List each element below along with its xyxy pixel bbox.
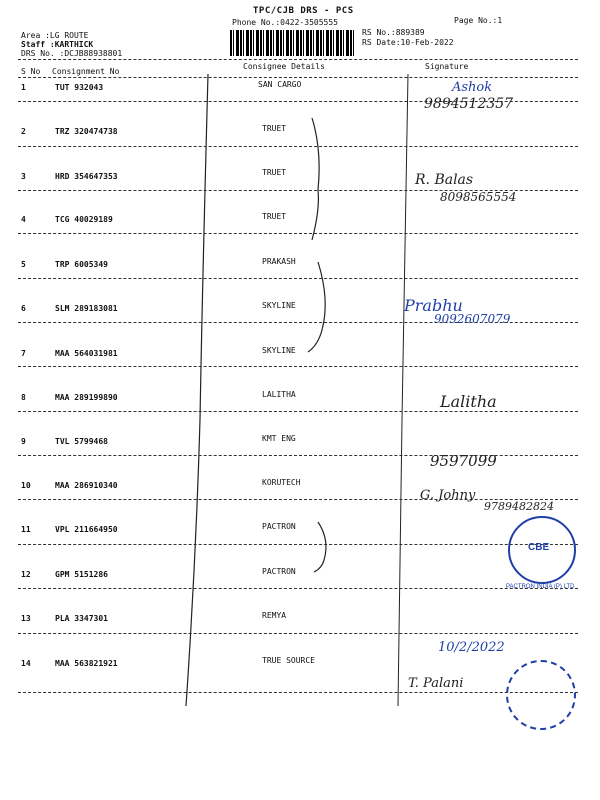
row-sno: 7 bbox=[21, 349, 26, 358]
row-consignment: VPL 211664950 bbox=[55, 525, 118, 534]
seal-stamp bbox=[506, 660, 576, 730]
row-consignee: PACTRON bbox=[262, 567, 296, 576]
row-consignment: SLM 289183081 bbox=[55, 304, 118, 313]
row-sno: 8 bbox=[21, 393, 26, 402]
row-consignment: PLA 3347301 bbox=[55, 614, 108, 623]
signature-3: R. Balas bbox=[415, 172, 474, 188]
row-consignment: MAA 289199890 bbox=[55, 393, 118, 402]
signature-13: 10/2/2022 bbox=[438, 640, 505, 655]
signature-8: Lalitha bbox=[440, 392, 497, 411]
row-consignment: TVL 5799468 bbox=[55, 437, 108, 446]
phone-number: Phone No.:0422-3505555 bbox=[232, 18, 338, 27]
col-consignment: Consignment No bbox=[52, 67, 120, 76]
row-consignee: TRUET bbox=[262, 168, 287, 177]
row-consignment: TRP 6005349 bbox=[55, 260, 108, 269]
row-consignee: PACTRON bbox=[262, 522, 296, 531]
row-sno: 9 bbox=[21, 437, 26, 446]
row-consignment: TCG 40029189 bbox=[55, 215, 113, 224]
document-title: TPC/CJB DRS - PCS bbox=[253, 6, 354, 16]
row-consignee: SKYLINE bbox=[262, 346, 296, 355]
row-sno: 3 bbox=[21, 172, 26, 181]
row-consignee: KMT ENG bbox=[262, 434, 296, 443]
rs-date: RS Date:10-Feb-2022 bbox=[362, 38, 454, 47]
staff: Staff :KARTHICK bbox=[21, 40, 94, 49]
row-consignee: SAN CARGO bbox=[258, 80, 302, 89]
area: Area :LG ROUTE bbox=[21, 31, 89, 40]
stamp-city: CBE bbox=[528, 542, 550, 553]
signature-14: T. Palani bbox=[408, 676, 464, 691]
row-consignment: TUT 932043 bbox=[55, 83, 104, 92]
row-consignment: GPM 5151286 bbox=[55, 570, 108, 579]
row-sno: 13 bbox=[21, 614, 31, 623]
row-consignee: PRAKASH bbox=[262, 257, 296, 266]
row-consignment: HRD 354647353 bbox=[55, 172, 118, 181]
signature-6-phone: 9092607079 bbox=[434, 312, 511, 326]
company-stamp bbox=[508, 516, 576, 584]
stamp-company: PACTRON INDIA (P) LTD bbox=[506, 584, 575, 590]
row-consignee: SKYLINE bbox=[262, 301, 296, 310]
row-sno: 4 bbox=[21, 215, 26, 224]
row-sno: 10 bbox=[21, 481, 31, 490]
row-sno: 14 bbox=[21, 659, 31, 668]
row-consignee: TRUE SOURCE bbox=[262, 656, 315, 665]
row-consignment: MAA 286910340 bbox=[55, 481, 118, 490]
row-consignee: LALITHA bbox=[262, 390, 296, 399]
row-sno: 12 bbox=[21, 570, 31, 579]
row-sno: 2 bbox=[21, 127, 26, 136]
signature-1-phone: 9894512357 bbox=[424, 96, 514, 112]
col-signature: Signature bbox=[425, 62, 469, 71]
signature-1: Ashok bbox=[452, 80, 493, 95]
row-consignee: TRUET bbox=[262, 212, 287, 221]
signature-10: G. Johny bbox=[420, 488, 476, 503]
row-sno: 11 bbox=[21, 525, 31, 534]
row-consignment: MAA 563821921 bbox=[55, 659, 118, 668]
signature-9: 9597099 bbox=[430, 452, 497, 470]
signature-6: Prabhu bbox=[404, 296, 463, 315]
row-consignee: REMYA bbox=[262, 611, 287, 620]
row-consignee: TRUET bbox=[262, 124, 287, 133]
row-consignment: MAA 564031981 bbox=[55, 349, 118, 358]
row-sno: 6 bbox=[21, 304, 26, 313]
row-consignment: TRZ 320474738 bbox=[55, 127, 118, 136]
col-consignee: Consignee Details bbox=[243, 62, 325, 71]
drs-number: DRS No. :DCJB88938801 bbox=[21, 49, 123, 58]
row-consignee: KORUTECH bbox=[262, 478, 301, 487]
signature-3-phone: 8098565554 bbox=[440, 190, 517, 204]
row-sno: 5 bbox=[21, 260, 26, 269]
col-sno: S No bbox=[21, 67, 41, 76]
page-number: Page No.:1 bbox=[454, 16, 503, 25]
signature-10-phone: 9789482824 bbox=[484, 500, 554, 513]
row-sno: 1 bbox=[21, 83, 26, 92]
rs-number: RS No.:889389 bbox=[362, 28, 425, 37]
